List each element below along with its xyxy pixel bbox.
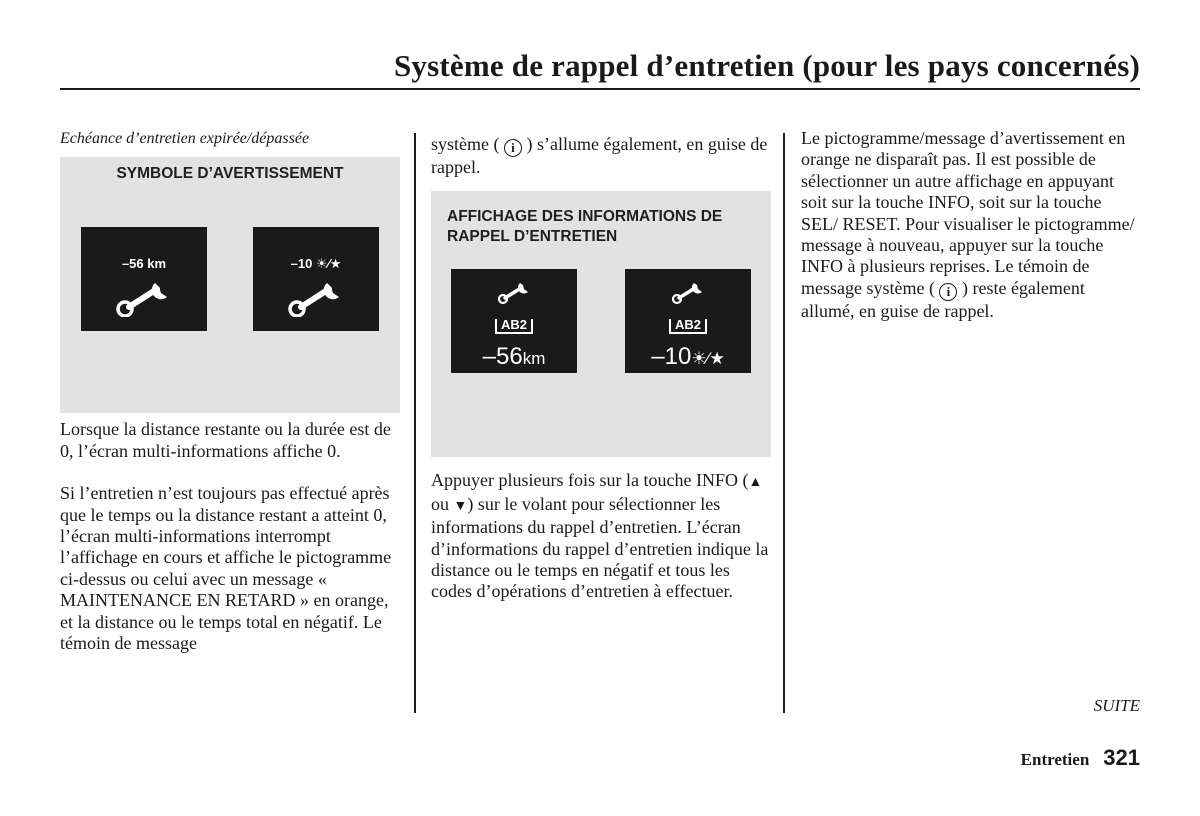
code-label: AB2 — [669, 319, 707, 334]
paragraph — [431, 134, 771, 178]
column-3 — [801, 128, 1141, 322]
text-run: système ( — [431, 134, 500, 154]
display-value — [625, 343, 751, 370]
text-run: ) reste également allumé, en guise de rappel. — [801, 277, 1085, 321]
panel-title: AFFICHAGE DES INFORMATIONS DE RAPPEL D’ENTRETIEN — [447, 208, 723, 246]
column-divider-2 — [783, 133, 785, 713]
page-title: Système de rappel d’entretien (pour les pays concernés) — [393, 48, 1140, 83]
text-run: ) s’allume également, en guise de rappel. — [431, 134, 768, 177]
info-icon: i — [939, 283, 957, 301]
continued-label: SUITE — [1093, 696, 1140, 715]
wrench-icon — [115, 277, 173, 317]
value-unit: ☀⁄★ — [691, 349, 725, 368]
text-run: Le pictogramme/message d’avertissement en orange ne disparaît pas. Il est possible de sélectionner un autre affichage en appuyant soit sur la touche INFO, soit sur la touche SEL/ RESET. Pour visualiser le pictogramme/ message à nouveau, appuyer sur la touche INFO à plusieurs reprises. Le témoin de message système ( — [801, 128, 1135, 298]
figure-caption: Echéance d’entretien expirée/dépassée — [60, 130, 310, 147]
wrench-icon — [287, 277, 345, 317]
maintenance-code — [625, 314, 751, 335]
value-unit: km — [522, 349, 546, 368]
value-number: –56 — [482, 343, 523, 370]
section-name: Entretien — [1020, 750, 1090, 769]
wrench-icon — [671, 279, 705, 305]
title-rule — [60, 88, 1140, 90]
wrench-icon — [497, 279, 531, 305]
display-screen — [451, 269, 577, 373]
info-icon: i — [504, 139, 522, 157]
text-run: ou — [431, 493, 454, 514]
display-value — [451, 343, 577, 370]
display-screen — [625, 269, 751, 373]
page-number: 321 — [1103, 745, 1140, 770]
text-run: Appuyer plusieurs fois sur la touche INFO ( — [431, 470, 749, 491]
column-divider-1 — [414, 133, 416, 713]
page-footer — [1021, 745, 1140, 771]
display-value: –56 km — [121, 256, 167, 272]
paragraph — [801, 128, 1141, 322]
panel-title: SYMBOLE D’AVERTISSEMENT — [116, 165, 344, 183]
paragraph: Lorsque la distance restante ou la durée est de 0, l’écran multi-informations affiche 0. — [60, 419, 391, 461]
paragraph — [431, 470, 771, 602]
column-2 — [431, 134, 771, 603]
up-arrow-icon: ▲ — [748, 475, 763, 491]
text-run: ) sur le volant pour sélectionner les informations du rappel d’entretien. L’écran d’informations du rappel d’entretien indique la distance ou le temps en négatif et tous les codes d’opérations d’entretien à effectuer. — [431, 493, 769, 602]
maintenance-code — [451, 314, 577, 335]
paragraph: Si l’entretien n’est toujours pas effectué après que le temps ou la distance restant a atteint 0, l’écran multi-informations interrompt l’affichage en cours et affiche le pictogramme ci-dessus ou celui avec un message « MAINTENANCE EN RETARD » en orange, et la distance ou le temps total en négatif. Le témoin de message — [60, 483, 392, 654]
maintenance-info-panel — [431, 191, 771, 457]
display-screen — [253, 227, 379, 331]
warning-symbol-panel — [60, 157, 400, 413]
display-screen — [81, 227, 207, 331]
column-1 — [60, 128, 400, 654]
code-label: AB2 — [495, 319, 533, 334]
display-value: –10 ☀⁄★ — [290, 256, 342, 272]
down-arrow-icon: ▼ — [453, 498, 468, 514]
value-number: –10 — [651, 343, 692, 370]
